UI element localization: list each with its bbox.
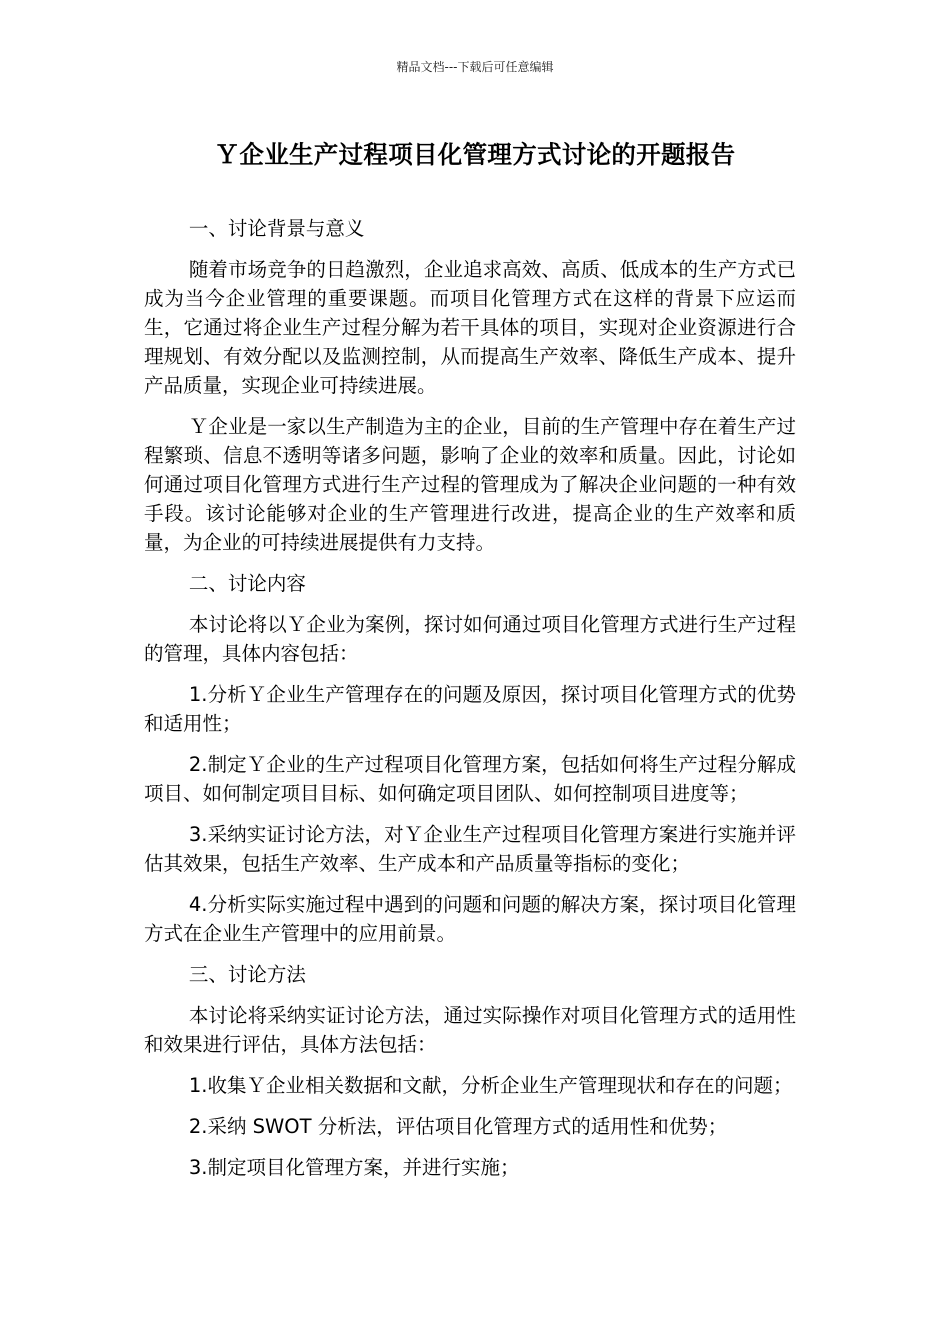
paragraph-method-intro: 本讨论将采纳实证讨论方法，通过实际操作对项目化管理方式的适用性和效果进行评估，具体方法包括： [144,1004,796,1056]
list-item-method-1: 1.收集Ｙ企业相关数据和文献，分析企业生产管理现状和存在的问题； [188,1074,793,1097]
header-note: 精品文档---下载后可任意编辑 [396,60,554,74]
section-heading-background: 一、讨论背景与意义 [188,217,365,240]
list-item-method-3: 3.制定项目化管理方案，并进行实施； [188,1156,520,1179]
section-heading-method: 三、讨论方法 [188,963,306,986]
paragraph-background-2: Ｙ企业是一家以生产制造为主的企业，目前的生产管理中存在着生产过程繁琐、信息不透明等诸多问题，影响了企业的效率和质量。因此，讨论如何通过项目化管理方式进行生产过程的管理成为了解决企业问题的一种有效手段。该讨论能够对企业的生产管理进行改进，提高企业的生产效率和质量，为企业的可持续进展提供有力支持。 [144,415,796,554]
list-item-content-4: 4.分析实际实施过程中遇到的问题和问题的解决方案，探讨项目化管理方式在企业生产管理中的应用前景。 [144,893,796,945]
list-item-content-3: 3.采纳实证讨论方法，对Ｙ企业生产过程项目化管理方案进行实施并评估其效果，包括生产效率、生产成本和产品质量等指标的变化； [144,823,796,875]
document-body [144,214,796,1194]
document-title: Ｙ企业生产过程项目化管理方式讨论的开题报告 [214,140,736,169]
paragraph-content-intro: 本讨论将以Ｙ企业为案例，探讨如何通过项目化管理方式进行生产过程的管理，具体内容包括： [144,613,796,665]
list-item-content-1: 1.分析Ｙ企业生产管理存在的问题及原因，探讨项目化管理方式的优势和适用性； [144,683,796,735]
list-item-method-2: 2.采纳 SWOT 分析法，评估项目化管理方式的适用性和优势； [188,1115,728,1138]
list-item-content-2: 2.制定Ｙ企业的生产过程项目化管理方案，包括如何将生产过程分解成项目、如何制定项目目标、如何确定项目团队、如何控制项目进度等； [144,753,796,805]
section-heading-content: 二、讨论内容 [188,572,306,595]
paragraph-background-1: 随着市场竞争的日趋激烈，企业追求高效、高质、低成本的生产方式已成为当今企业管理的重要课题。而项目化管理方式在这样的背景下应运而生，它通过将企业生产过程分解为若干具体的项目，实现对企业资源进行合理规划、有效分配以及监测控制，从而提高生产效率、降低生产成本、提升产品质量，实现企业可持续进展。 [144,258,796,397]
